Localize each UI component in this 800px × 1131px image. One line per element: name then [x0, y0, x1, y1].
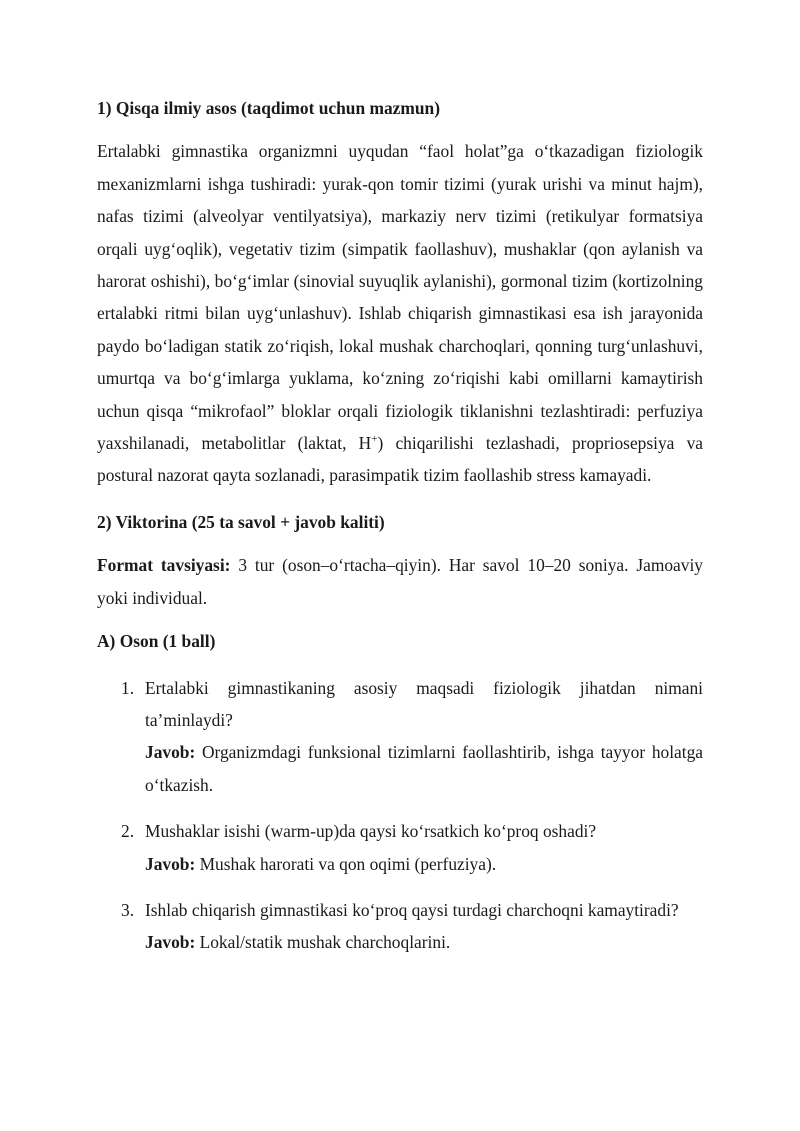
list-item: [97, 672, 703, 802]
section2-heading: 2) Viktorina (25 ta savol + javob kaliti): [97, 511, 385, 532]
format-text: 3 tur (oson–o‘rtacha–qiyin). Har savol 10–20 soniya. Jamoaviy yoki individual.: [97, 555, 703, 608]
section1-paragraph: [97, 135, 703, 491]
question-text: Ishlab chiqarish gimnastikasi ko‘proq qaysi turdagi charchoqni kamaytiradi?: [145, 899, 679, 920]
question-text: Ertalabki gimnastikaning asosiy maqsadi fiziologik jihatdan nimani ta’minlaydi?: [145, 677, 703, 730]
sectionA-heading: A) Oson (1 ball): [97, 631, 216, 652]
answer-text: Lokal/statik mushak charchoqlarini.: [195, 932, 451, 953]
section1-text-main: Ertalabki gimnastika organizmni uyqudan “faol holat”ga o‘tkazadigan fiziologik mexanizmlarni ishga tushiradi: yurak-qon tomir tizimi (yurak urishi va minut hajm), nafas tizimi (alveolyar ventilyatsiya), markaziy nerv tizimi (retikulyar formatsiya orqali uyg‘oqlik), vegetativ tizim (simpatik faollashuv), mushaklar (qon aylanish va harorat oshishi), bo‘g‘imlar (sinovial suyuqlik aylanishi), gormonal tizim (kortizolning ertalabki ritmi bilan uyg‘unlashuv). Ishlab chiqarish gimnastikasi esa ish jarayonida paydo bo‘ladigan statik zo‘riqish, lokal mushak charchoqlari, qonning turg‘unlashuvi, umurtqa va bo‘g‘imlarga yuklama, ko‘zning zo‘riqishi kabi omillarni kamaytirish uchun qisqa “mikrofaol” bloklar orqali fiziologik tiklanishni tezlashtiradi: perfuziya yaxshilanadi, metabolitlar (laktat, H: [97, 141, 703, 454]
answer-line: [145, 736, 703, 801]
list-item: [97, 894, 703, 959]
answer-label: Javob:: [145, 742, 196, 763]
answer-line: [145, 848, 703, 880]
question-number: 1.: [121, 677, 135, 698]
list-item: [97, 815, 703, 880]
section1-heading: 1) Qisqa ilmiy asos (taqdimot uchun mazmun): [97, 98, 441, 118]
section1-text-tail: ) chiqarilishi tezlashadi, propriosepsiya va postural nazorat qayta sozlanadi, parasimpatik tizim faollashib stress kamayadi.: [97, 433, 704, 486]
format-label: Format tavsiyasi:: [97, 555, 231, 576]
answer-label: Javob:: [145, 932, 196, 953]
document-page: [97, 92, 703, 973]
format-paragraph: [97, 549, 703, 614]
answer-line: [145, 926, 703, 958]
answer-text: Organizmdagi funksional tizimlarni faollashtirib, ishga tayyor holatga o‘tkazish.: [145, 742, 703, 795]
answer-label: Javob:: [145, 853, 196, 874]
answer-text: Mushak harorati va qon oqimi (perfuziya).: [195, 853, 497, 874]
question-number: 2.: [121, 821, 135, 842]
hydrogen-ion-superscript: +: [371, 433, 378, 446]
question-list: [97, 672, 703, 959]
question-text: Mushaklar isishi (warm-up)da qaysi ko‘rsatkich ko‘proq oshadi?: [145, 821, 597, 842]
question-number: 3.: [121, 899, 135, 920]
